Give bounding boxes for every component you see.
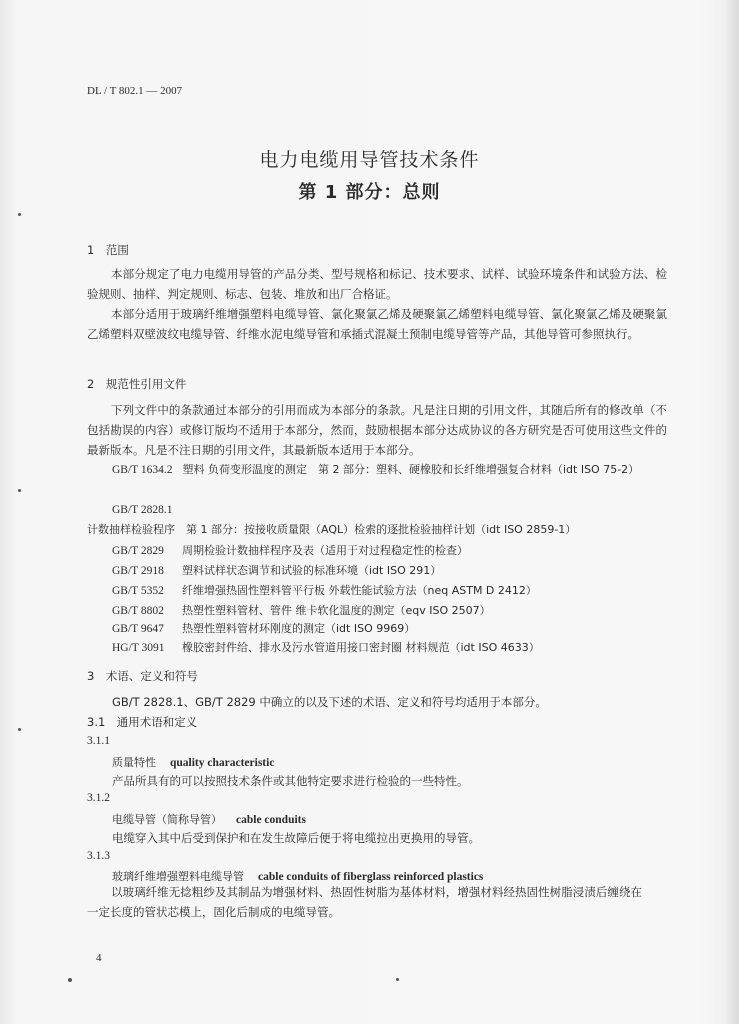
scan-speck xyxy=(18,728,21,731)
term-entry xyxy=(112,811,306,827)
reference-item xyxy=(112,602,491,618)
reference-code: GB/T 5352 xyxy=(112,585,164,597)
standard-code: DL / T 802.1 — 2007 xyxy=(87,85,183,97)
reference-code: GB/T 9647 xyxy=(112,623,164,635)
reference-code: GB/T 8802 xyxy=(112,605,164,617)
term-definition: 电缆穿入其中后受到保护和在发生故障后便于将电缆拉出更换用的导管。 xyxy=(112,831,480,845)
term-zh: 玻璃纤维增强塑料电缆导管 xyxy=(112,870,244,883)
section-1-heading: 1 范围 xyxy=(87,243,129,257)
reference-item xyxy=(87,460,667,480)
reference-code: HG/T 3091 xyxy=(112,642,165,654)
reference-item xyxy=(87,500,667,540)
reference-title: 橡胶密封件给、排水及污水管道用接口密封圈 材料规范（idt ISO 4633） xyxy=(182,641,540,654)
section-2-intro: 下列文件中的条款通过本部分的引用而成为本部分的条款。凡是注日期的引用文件，其随后所有的修改单（不包括勘误的内容）或修订版均不适用于本部分，然而，鼓励根据本部分达成协议的各方研究是否可使用这些文件的最新版本。凡是不注日期的引用文件，其最新版本适用于本部分。 xyxy=(87,403,667,457)
section-3-1-heading: 3.1 通用术语和定义 xyxy=(87,715,198,729)
term-en: cable conduits of fiberglass reinforced plastics xyxy=(258,871,484,883)
scan-speck xyxy=(396,978,399,981)
section-3-intro: GB/T 2828.1、GB/T 2829 中确立的以及下述的术语、定义和符号均适用于本部分。 xyxy=(112,695,547,709)
reference-title: 热塑性塑料管材、管件 维卡软化温度的测定（eqv ISO 2507） xyxy=(182,604,491,617)
term-zh: 电缆导管（简称导管） xyxy=(112,813,222,826)
reference-item xyxy=(112,582,537,598)
clause-number: 3.1.2 xyxy=(87,792,110,804)
term-entry xyxy=(112,754,274,770)
document-subtitle: 第 1 部分：总则 xyxy=(298,182,441,203)
reference-item xyxy=(112,620,415,636)
scan-speck xyxy=(18,489,21,492)
clause-number: 3.1.1 xyxy=(87,735,110,747)
reference-title: 塑料 负荷变形温度的测定 第 2 部分：塑料、硬橡胶和长纤维增强复合材料（idt ISO 75-2） xyxy=(182,463,640,476)
section-1-para-1: 本部分规定了电力电缆用导管的产品分类、型号规格和标记、技术要求、试样、试验环境条件和试验方法、检验规则、抽样、判定规则、标志、包装、堆放和出厂合格证。 xyxy=(87,267,667,301)
section-1-para-2: 本部分适用于玻璃纤维增强塑料电缆导管、氯化聚氯乙烯及硬聚氯乙烯塑料电缆导管、氯化聚氯乙烯及硬聚氯乙烯塑料双壁波纹电缆导管、纤维水泥电缆导管和承插式混凝土预制电缆导管等产品，其他导管可参照执行。 xyxy=(87,307,667,341)
section-2-heading: 2 规范性引用文件 xyxy=(87,377,187,391)
document-title: 电力电缆用导管技术条件 xyxy=(259,149,480,171)
reference-title: 塑料试样状态调节和试验的标准环境（idt ISO 291） xyxy=(182,564,442,577)
reference-item xyxy=(112,639,540,655)
clause-number: 3.1.3 xyxy=(87,850,110,862)
scan-speck xyxy=(18,213,21,216)
page-edge-shadow xyxy=(725,0,739,1024)
term-definition: 产品所具有的可以按照技术条件或其他特定要求进行检验的一些特性。 xyxy=(112,774,469,788)
reference-item xyxy=(112,542,468,558)
reference-code: GB/T 2918 xyxy=(112,565,164,577)
term-zh: 质量特性 xyxy=(112,756,156,769)
reference-title: 周期检验计数抽样程序及表（适用于对过程稳定性的检查） xyxy=(182,544,468,557)
reference-item xyxy=(112,562,441,578)
reference-title: 纤维增强热固性塑料管平行板 外载性能试验方法（neq ASTM D 2412） xyxy=(182,584,537,597)
reference-title: 热塑性塑料管材环刚度的测定（idt ISO 9969） xyxy=(182,622,416,635)
page-number: 4 xyxy=(96,952,102,964)
section-3-heading: 3 术语、定义和符号 xyxy=(87,669,198,683)
reference-code: GB/T 2828.1 xyxy=(112,504,173,516)
term-en: quality characteristic xyxy=(170,757,275,769)
reference-code: GB/T 2829 xyxy=(112,545,164,557)
reference-code: GB/T 1634.2 xyxy=(112,464,173,476)
term-definition: 以玻璃纤维无捻粗纱及其制品为增强材料、热固性树脂为基体材料，增强材料经热固性树脂浸渍后缠绕在一定长度的管状芯模上，固化后制成的电缆导管。 xyxy=(87,885,642,919)
term-en: cable conduits xyxy=(236,814,306,826)
reference-title: 计数抽样检验程序 第 1 部分：按接收质量限（AQL）检索的逐批检验抽样计划（idt ISO 2859-1） xyxy=(87,523,577,536)
scan-speck xyxy=(68,978,72,982)
